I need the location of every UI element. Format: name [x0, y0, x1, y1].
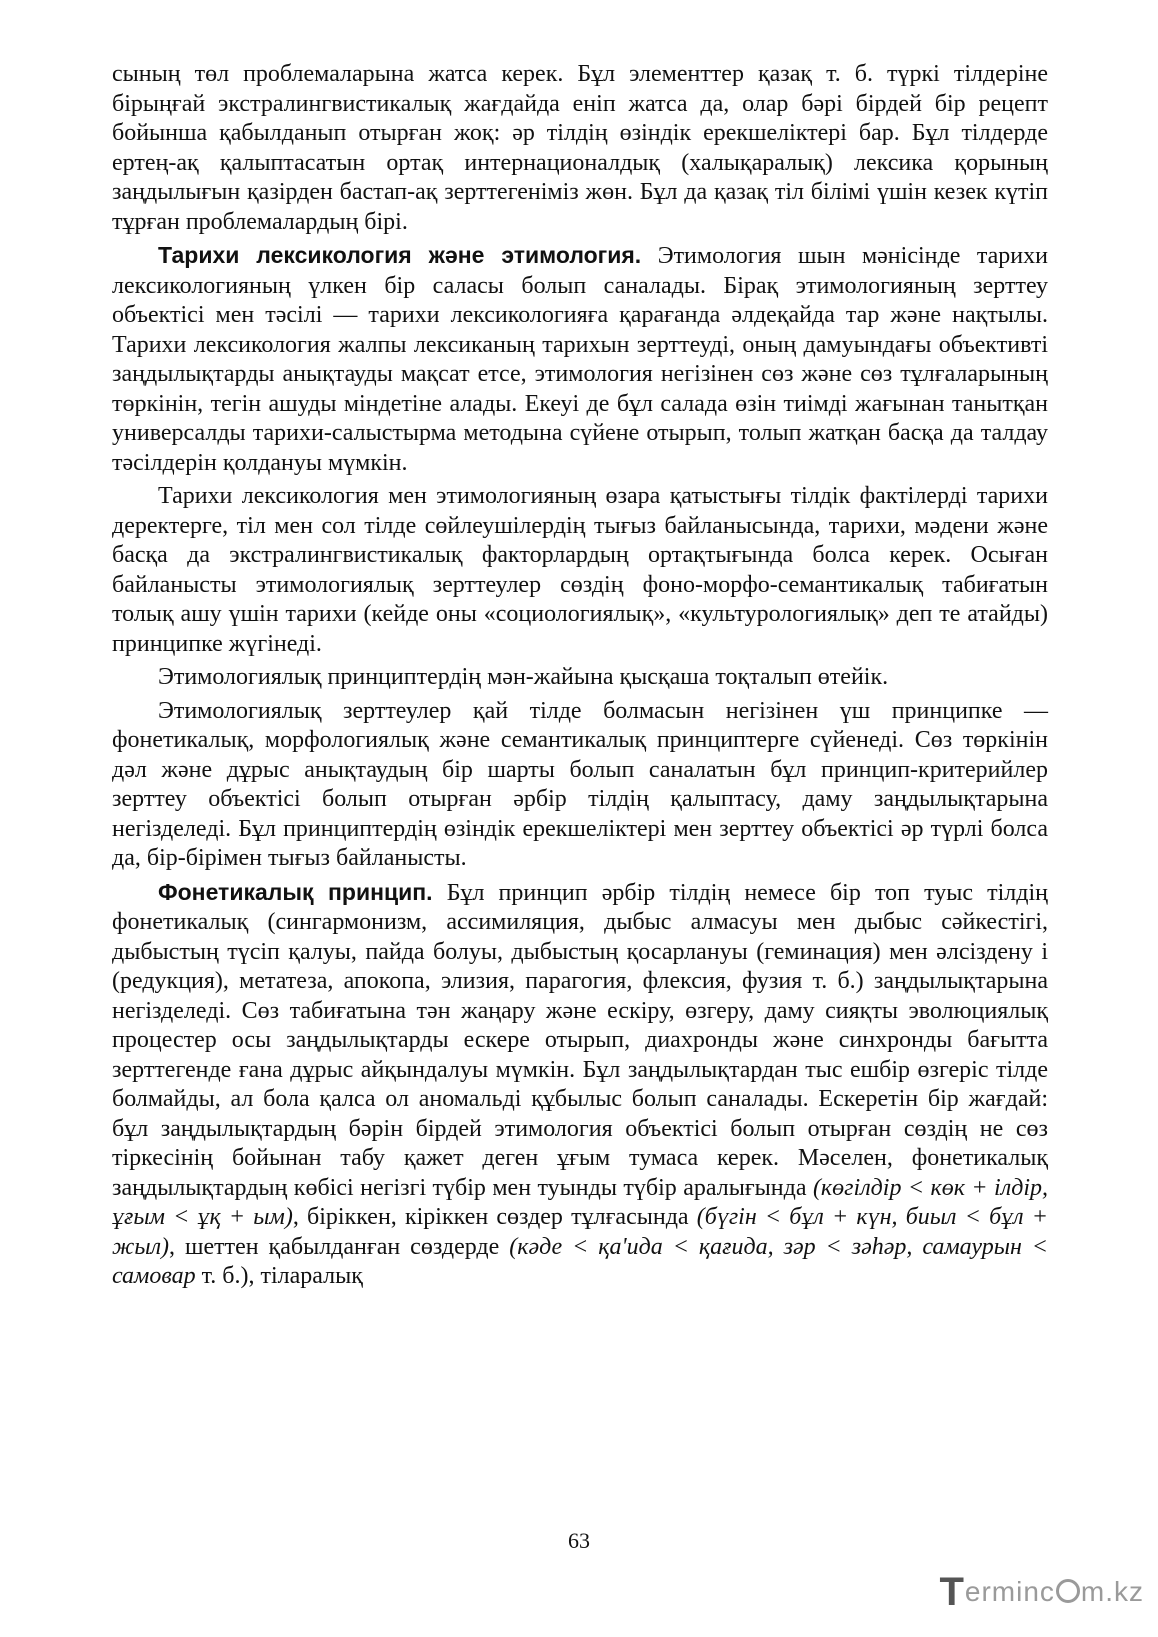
text-run: Бұл принцип әрбір тілдің немесе бір топ туыс тілдің фонетикалық (сингармонизм, ассимиляция, дыбыс алмасуы мен дыбыс сәйкестігі, дыбыстың түсіп қалуы, пайда болуы, дыбыстың қосарлануы (геминация) мен әлсіздену і (редукция), метатеза, апокопа, элизия, парагогия, флексия, фузия т. б.) заңдылықтарына негізделеді. Сөз табиғатына тән жаңару және ескіру, өзгеру, даму сияқты эволюциялық процестер осы заңдылықтарды ескере отырып, диахронды және синхронды бағытта зерттегенде ғана дұрыс айқындалуы мүмкін. Бұл заңдылықтардан тыс ешбір өзгеріс тілде болмайды, ал бола қалса ол аномальді құбылыс болып саналады. Ескеретін бір жағдай: бұл заңдылықтардың бәрін бірдей этимология объектісі болып отырған сөздің не сөз тіркесінің бойынан табу қажет деген ұғым тумаса керек. Мәселен, фонетикалық заңдылықтардың көбісі негізгі түбір мен туынды түбір аралығында [112, 879, 1048, 1201]
paragraph [112, 241, 1048, 478]
watermark-logo [939, 1570, 1144, 1615]
paragraph [112, 60, 1048, 237]
watermark-text-b: m.kz [1080, 1576, 1144, 1607]
section-heading: Тарихи лексикология және этимология. [158, 242, 642, 268]
text-run: т. б.), тіларалық [195, 1263, 363, 1289]
italic-example: (көгілдір < көк + ілдір, ұғым < ұқ + ым) [112, 1174, 1049, 1230]
text-run: Этимологиялық принциптердің мән-жайына қысқаша тоқталып өтейік. [158, 664, 889, 690]
paragraph [112, 482, 1048, 659]
page-body [112, 60, 1048, 1296]
watermark-circle-icon [1056, 1579, 1080, 1603]
italic-example: (бүгін < бұл + күн, биыл < бұл + жыл) [112, 1204, 1048, 1260]
paragraph [112, 697, 1048, 874]
section-heading: Фонетикалық принцип. [158, 878, 433, 905]
page-number: 63 [568, 1528, 590, 1553]
text-run: Этимологиялық зерттеулер қай тілде болмасын негізінен үш принципке — фонетикалық, морфологиялық және семантикалық принциптерге сүйенеді. Сөз төркінін дәл және дұрыс анықтаудың бір шарты болып саналатын бұл принцип-критерийлер зерттеу объектісі болып отырған әрбір тілдің қалыптасу, даму заңдылықтарына негізделеді. Бұл принциптердің өзіндік ерекшеліктері мен зерттеу объектісі әр түрлі болса да, бір-бірімен тығыз байланысты. [112, 697, 1048, 871]
text-run: Этимология шын мәнісінде тарихи лексикологияның үлкен бір саласы болып саналады. Бірақ этимологияның зерттеу объектісі мен тәсілі — тарихи лексикологияға қарағанда әлдеқайда тар және нақтылы. Тарихи лексикология жалпы лексиканың тарихын зерттеуді, оның дамуындағы объективті заңдылықтарды анықтауды мақсат етсе, этимология негізінен сөз және сөз тұлғаларының төркінін, тегін ашуды міндетіне алады. Екеуі де бұл салада өзін тиімді жағынан танытқан универсалды тарихи-салыстырма методына сүйене отырып, толып жатқан басқа да талдау тәсілдерін қолдануы мүмкін. [112, 243, 1048, 476]
text-run: сының төл проблемаларына жатса керек. Бұл элементтер қазақ т. б. түркі тілдеріне бірыңғай экстралингвистикалық жағдайда еніп жатса да, олар бәрі бірдей бір рецепт бойынша қабылданып отырған жоқ: әр тілдің өзіндік ерекшеліктері бар. Бұл тілдерде ертең-ақ қалыптасатын ортақ интернационалдық (халықаралық) лексика қорының заңдылығын қазірден бастап-ақ зерттегеніміз жөн. Бұл да қазақ тіл білімі үшін кезек күтіп тұрған проблемалардың бірі. [112, 61, 1048, 235]
watermark-letter: T [939, 1570, 965, 1614]
watermark-text-a: erminc [964, 1576, 1055, 1607]
italic-example: (кәде < қа'ида < қағида, зәр < зәһәр, самаурын < самовар [112, 1233, 1048, 1289]
text-run: , шеттен қабылданған сөздерде [169, 1233, 510, 1260]
paragraph [112, 663, 1048, 693]
paragraph [112, 878, 1048, 1292]
text-run: Тарихи лексикология мен этимологияның өзара қатыстығы тілдік фактілерді тарихи деректерге, тіл мен сол тілде сөйлеушілердің тығыз байланысында, тарихи, мәдени және басқа да экстралингвистикалық факторлардың ортақтығында болса керек. Осыған байланысты этимологиялық зерттеулер сөздің фоно-морфо-семантикалық табиғатын толық ашу үшін тарихи (кейде оны «социологиялық», «культурологиялық» деп те атайды) принципке жүгінеді. [112, 483, 1048, 657]
text-run: , біріккен, кіріккен сөздер тұлғасында [292, 1204, 697, 1230]
